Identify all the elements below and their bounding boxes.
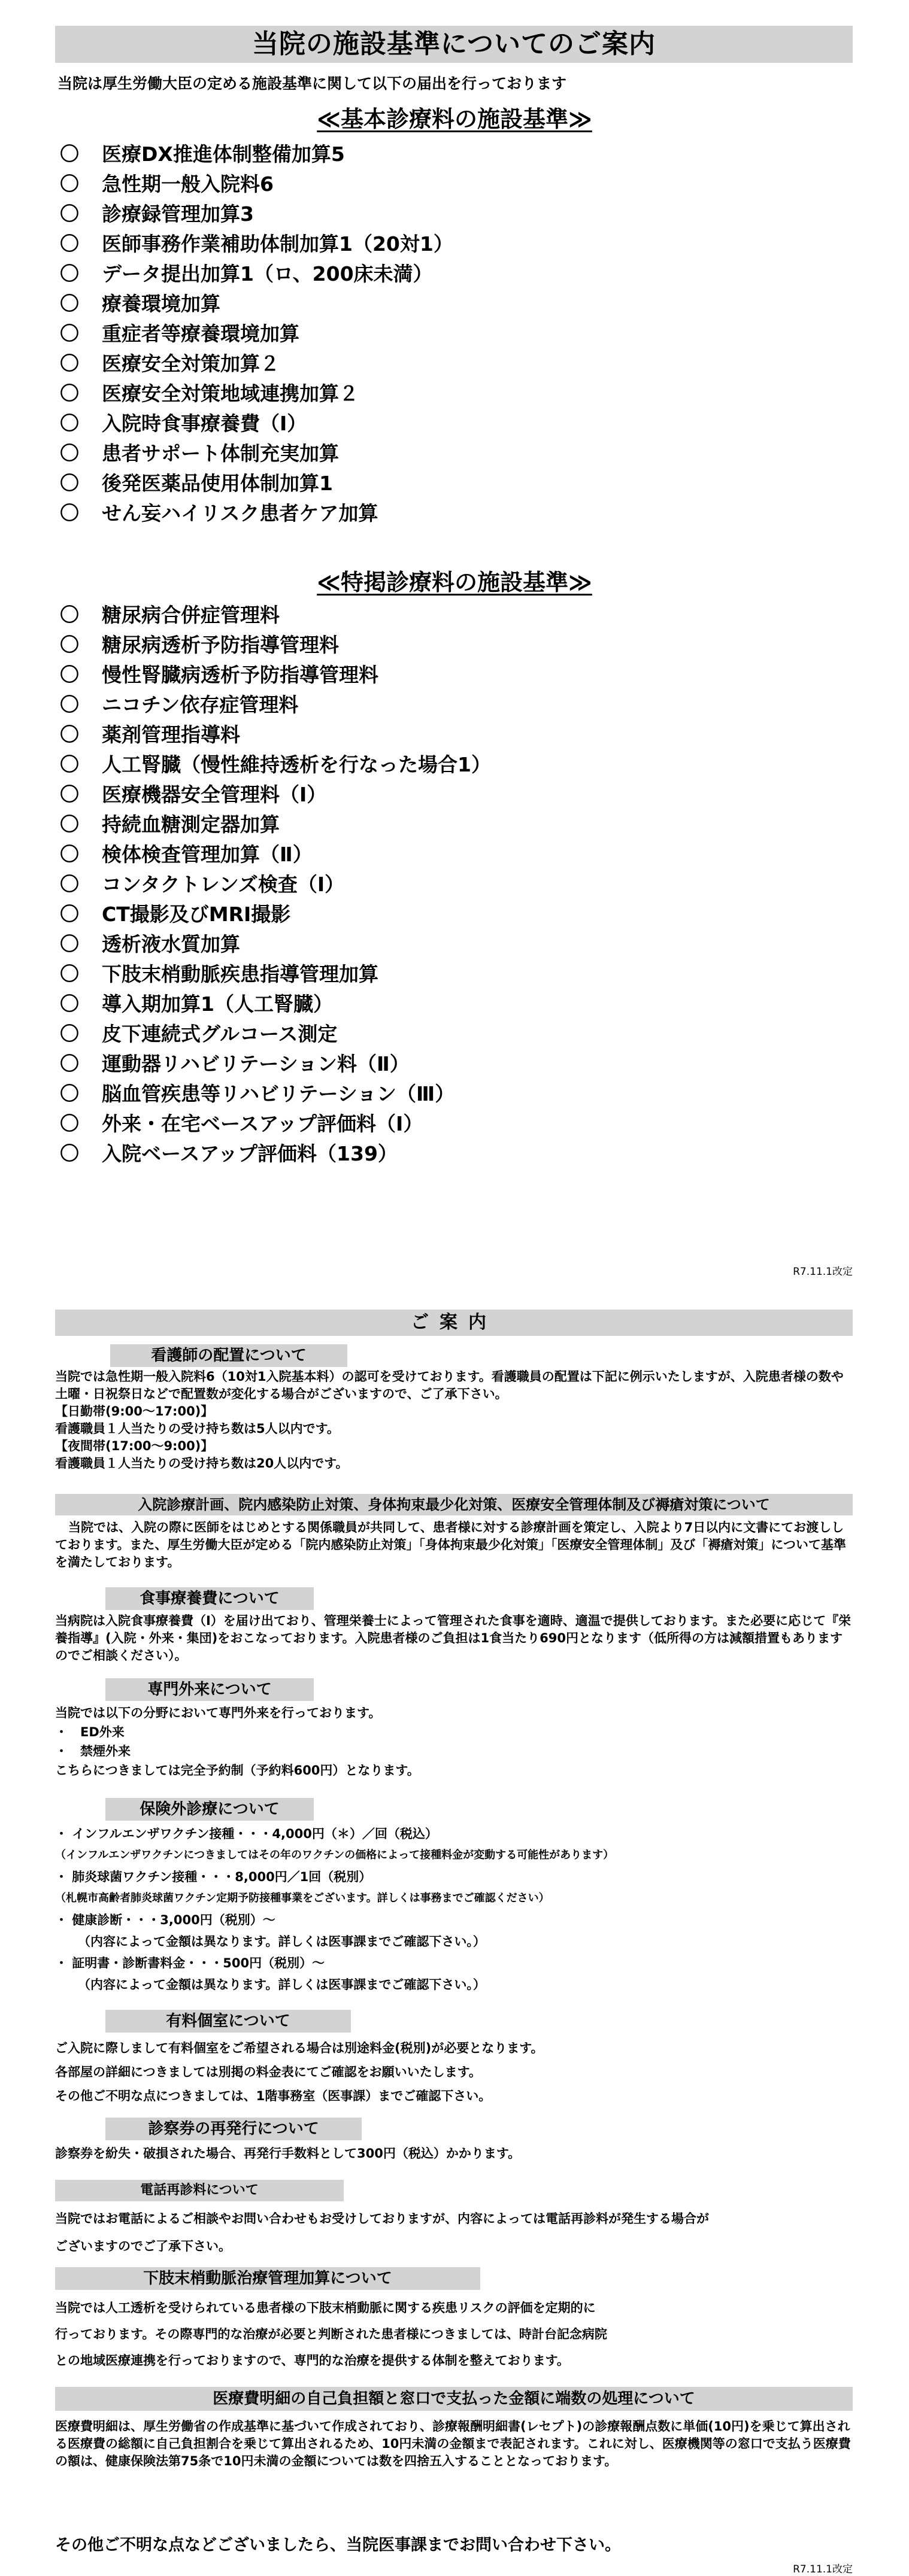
list-item: 〇 持続血糖測定器加算 xyxy=(60,808,491,838)
plan-heading: 入院診療計画、院内感染防止対策、身体拘束最少化対策、医療安全管理体制及び褥瘡対策について xyxy=(55,1494,853,1515)
list-item: 〇 入院ベースアップ評価料（139） xyxy=(60,1137,491,1167)
list-item: 〇 医療機器安全管理料（Ⅰ） xyxy=(60,778,491,808)
outpatient-heading: 専門外来について xyxy=(105,1678,314,1701)
circle-icon: 〇 xyxy=(60,1022,80,1045)
private-room-body: ご入院に際しまして有料個室をご希望される場合は別途料金(税別)が必要となります。 各部屋の詳細につきましては別掲の料金表にてご確認をお願いいたします。 その他ご不明な点につきましては、1階事務室（医事課）までご確認下さい。 xyxy=(55,2041,544,2103)
circle-icon: 〇 xyxy=(60,142,80,165)
circle-icon: 〇 xyxy=(60,1082,80,1105)
phone-body: 当院ではお電話によるご相談やお問い合わせもお受けしておりますが、内容によっては電話再診料が発生する場合が ございますのでご了承下さい。 xyxy=(55,2212,709,2253)
intro-text: 当院は厚生労働大臣の定める施設基準に関して以下の届出を行っております xyxy=(57,75,567,92)
phone-heading: 電話再診料について xyxy=(55,2180,344,2201)
revision-date: R7.11.1改定 xyxy=(793,1266,853,1278)
nursing-heading: 看護師の配置について xyxy=(110,1344,347,1367)
private-room-heading: 有料個室について xyxy=(105,2010,351,2033)
page-title: 当院の施設基準についてのご案内 xyxy=(55,26,853,63)
circle-icon: 〇 xyxy=(60,322,80,345)
list-item: 〇 データ提出加算1（ロ、200床未満） xyxy=(60,257,453,287)
circle-icon: 〇 xyxy=(60,813,80,836)
circle-icon: 〇 xyxy=(60,292,80,315)
lower-limb-body: 当院では人工透析を受けられている患者様の下肢末梢動脈に関する疾患リスクの評価を定期的に 行っております。その際専門的な治療が必要と判断された患者様につきましては、時計台記念病院 との地域医療連携を行っておりますので、専門的な治療を提供する体制を整えております。 xyxy=(55,2301,607,2368)
list-item: 〇 医療DX推進体制整備加算5 xyxy=(60,138,453,168)
circle-icon: 〇 xyxy=(60,232,80,255)
list-item: 〇 急性期一般入院料6 xyxy=(60,168,453,198)
circle-icon: 〇 xyxy=(60,783,80,806)
uninsured-heading: 保険外診療について xyxy=(105,1798,314,1821)
list-item: 〇 導入期加算1（人工腎臓） xyxy=(60,988,491,1017)
basic-standards-heading: ≪基本診療料の施設基準≫ xyxy=(317,106,592,132)
circle-icon: 〇 xyxy=(60,382,80,405)
list-item: 〇 入院時食事療養費（Ⅰ） xyxy=(60,407,453,437)
list-item: 〇 慢性腎臓病透析予防指導管理料 xyxy=(60,658,491,688)
list-item: 〇 CT撮影及びMRI撮影 xyxy=(60,898,491,928)
circle-icon: 〇 xyxy=(60,932,80,955)
list-item: 〇 外来・在宅ベースアップ評価料（Ⅰ） xyxy=(60,1107,491,1137)
circle-icon: 〇 xyxy=(60,903,80,925)
meal-body: 当病院は入院食事療養費（Ⅰ）を届け出ており、管理栄養士によって管理された食事を適時、適温で提供しております。また必要に応じて『栄養指導』(入院・外来・集団)をおこなっております。入院患者様のご負担は1食当たり690円となります（低所得の方は減額措置もありますのでご相談ください）。 xyxy=(55,1614,852,1663)
circle-icon: 〇 xyxy=(60,502,80,524)
statement-heading: 医療費明細の自己負担額と窓口で支払った金額に端数の処理について xyxy=(55,2387,853,2411)
list-item: 〇 医療安全対策加算２ xyxy=(60,347,453,377)
uninsured-body: ・ インフルエンザワクチン接種・・・4,000円（＊）／回（税込） （インフルエンザワクチンにつきましてはその年のワクチンの価格によって接種料金が変動する可能性があります） ・ 肺炎球菌ワクチン接種・・・8,000円／1回（税別） （札幌市高齢者肺炎球菌ワクチン定期予防接種事業をございます。詳しくは事務までご確認ください） ・ 健康診断・・・3,000円（税別）～ （内容によって金額は異なります。詳しくは医事課までご確認下さい。） ・ 証明書・診断書料金・・・500円（税別）～ （内容によって金額は異なります。詳しくは医事課までご確認下さい。） xyxy=(55,1827,614,1992)
list-item: 〇 検体検査管理加算（Ⅱ） xyxy=(60,838,491,868)
list-item: 〇 ニコチン依存症管理料 xyxy=(60,688,491,718)
circle-icon: 〇 xyxy=(60,603,80,626)
basic-standards-list xyxy=(60,138,453,527)
list-item: 〇 糖尿病合併症管理料 xyxy=(60,599,491,628)
list-item: 〇 診療録管理加算3 xyxy=(60,198,453,227)
circle-icon: 〇 xyxy=(60,633,80,656)
list-item: 〇 せん妄ハイリスク患者ケア加算 xyxy=(60,497,453,527)
closing-text: その他ご不明な点などございましたら、当院医事課までお問い合わせ下さい。 xyxy=(55,2536,621,2554)
circle-icon: 〇 xyxy=(60,663,80,686)
circle-icon: 〇 xyxy=(60,1112,80,1135)
revision-date-bottom: R7.11.1改定 xyxy=(793,2563,853,2575)
circle-icon: 〇 xyxy=(60,843,80,865)
special-standards-list xyxy=(60,599,491,1167)
list-item: 〇 重症者等療養環境加算 xyxy=(60,317,453,347)
list-item: 〇 透析液水質加算 xyxy=(60,928,491,958)
reissue-body: 診察券を紛失・破損された場合、再発行手数料として300円（税込）かかります。 xyxy=(55,2146,521,2161)
outpatient-body: 当院では以下の分野において専門外来を行っております。 ・ ED外来 ・ 禁煙外来 こちらにつきましては完全予約制（予約料600円）となります。 xyxy=(55,1703,853,1780)
circle-icon: 〇 xyxy=(60,753,80,776)
list-item: 〇 糖尿病透析予防指導管理料 xyxy=(60,628,491,658)
list-item: 〇 下肢末梢動脈疾患指導管理加算 xyxy=(60,958,491,988)
circle-icon: 〇 xyxy=(60,352,80,375)
circle-icon: 〇 xyxy=(60,992,80,1015)
nursing-body: 当院では急性期一般入院料6（10対1入院基本料）の認可を受けております。看護職員の配置は下記に例示いたしますが、入院患者様の数や土曜・日祝祭日などで配置数が変化する場合がございますので、ご了承下さい。 【日勤帯(9:00～17:00)】 看護職員１人当たりの受け持ち数は5人以内です。 【夜間帯(17:00～9:00)】 看護職員１人当たりの受け持ち数は20人以内です。 xyxy=(55,1369,844,1471)
circle-icon: 〇 xyxy=(60,873,80,895)
list-item: 〇 人工腎臓（慢性維持透析を行なった場合1） xyxy=(60,748,491,778)
list-item: 〇 コンタクトレンズ検査（Ⅰ） xyxy=(60,868,491,898)
list-item: 〇 医師事務作業補助体制加算1（20対1） xyxy=(60,227,453,257)
circle-icon: 〇 xyxy=(60,202,80,225)
list-item: 〇 運動器リハビリテーション料（Ⅱ） xyxy=(60,1047,491,1077)
list-item: ・ ED外来 xyxy=(55,1725,125,1739)
notice-title: ご案内 xyxy=(55,1310,853,1336)
circle-icon: 〇 xyxy=(60,693,80,716)
list-item: 〇 薬剤管理指導料 xyxy=(60,718,491,748)
circle-icon: 〇 xyxy=(60,172,80,195)
circle-icon: 〇 xyxy=(60,1142,80,1165)
circle-icon: 〇 xyxy=(60,1052,80,1075)
circle-icon: 〇 xyxy=(60,442,80,464)
list-item: 〇 療養環境加算 xyxy=(60,287,453,317)
lower-limb-heading: 下肢末梢動脈治療管理加算について xyxy=(55,2267,480,2290)
circle-icon: 〇 xyxy=(60,962,80,985)
circle-icon: 〇 xyxy=(60,412,80,435)
circle-icon: 〇 xyxy=(60,723,80,746)
statement-body: 医療費明細は、厚生労働省の作成基準に基づいて作成されており、診療報酬明細書(レセプト)の診療報酬点数に単価(10円)を乗じて算出される医療費の総額に自己負担割合を乗じて算出されるため、10円未満の金額まで表記されます。これに対し、医療機関等の窓口で支払う医療費の額は、健康保険法第75条で10円未満の金額については数を四捨五入することとなっております。 xyxy=(55,2419,851,2468)
list-item: 〇 後発医薬品使用体制加算1 xyxy=(60,467,453,497)
list-item: ・ 禁煙外来 xyxy=(55,1744,131,1758)
list-item: 〇 医療安全対策地域連携加算２ xyxy=(60,377,453,407)
plan-body: 当院では、入院の際に医師をはじめとする関係職員が共同して、患者様に対する診療計画を策定し、入院より7日以内に文書にてお渡ししております。また、厚生労働大臣が定める「院内感染防止対策」「身体拘束最少化対策」「医療安全管理体制」及び「褥瘡対策」について基準を満たしております。 xyxy=(55,1520,846,1569)
list-item: 〇 皮下連続式グルコース測定 xyxy=(60,1017,491,1047)
circle-icon: 〇 xyxy=(60,262,80,285)
list-item: 〇 患者サポート体制充実加算 xyxy=(60,437,453,467)
reissue-heading: 診察券の再発行について xyxy=(105,2118,362,2140)
circle-icon: 〇 xyxy=(60,472,80,494)
special-standards-heading: ≪特掲診療料の施設基準≫ xyxy=(317,569,592,596)
list-item: 〇 脳血管疾患等リハビリテーション（Ⅲ） xyxy=(60,1077,491,1107)
meal-heading: 食事療養費について xyxy=(105,1587,314,1610)
